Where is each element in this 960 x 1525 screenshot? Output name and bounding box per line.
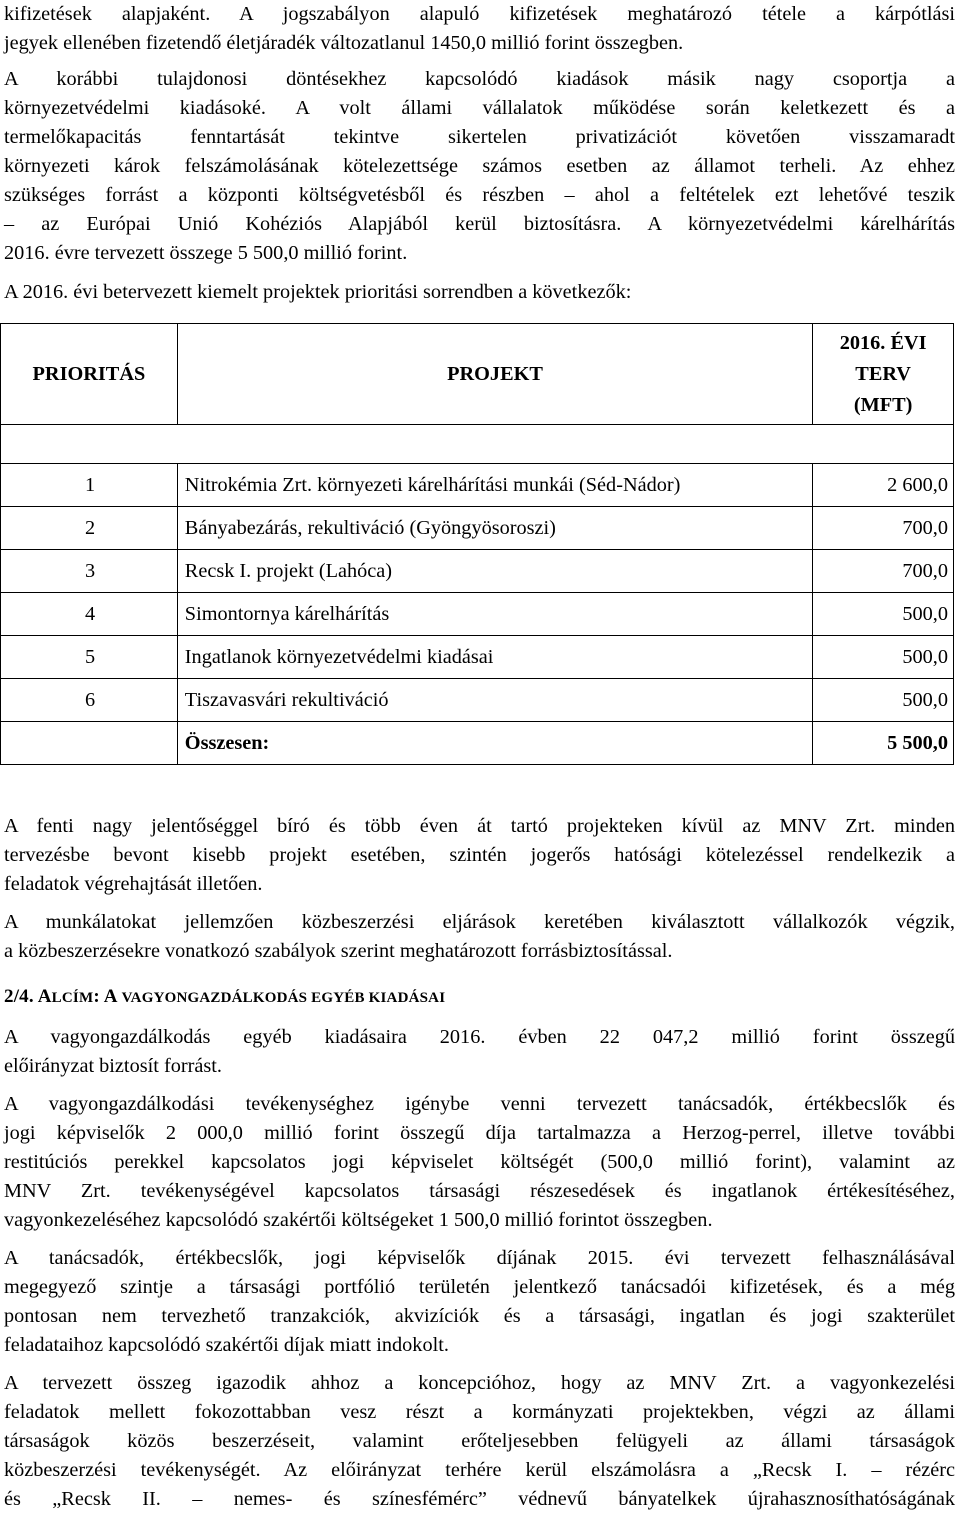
row-plan: 500,0 — [813, 679, 954, 722]
row-plan: 500,0 — [813, 636, 954, 679]
paragraph-7 — [4, 1090, 955, 1235]
header-plan-line-2: TERV — [855, 362, 911, 385]
section-title-d: VAGYONGAZDÁLKODÁS EGYÉB KIADÁSAI — [121, 990, 446, 1006]
section-title-b: LCÍM — [51, 990, 94, 1006]
section-title-a: A — [37, 986, 52, 1007]
paragraph-6-line-2: előirányzat biztosít forrást. — [4, 1055, 222, 1077]
paragraph-7-line-4: MNV Zrt. tevékenységével kapcsolatos társasági részesedések és ingatlanok értékesítéséhez, — [4, 1180, 955, 1202]
paragraph-4-line-1: A fenti nagy jelentőséggel bíró és több éven át tartó projekteken kívül az MNV Zrt. minden — [4, 815, 955, 837]
paragraph-2-line-2: környezetvédelmi kiadásoké. A volt állami vállalatok működése során keletkezett és a — [4, 97, 955, 119]
header-project: PROJEKT — [177, 324, 812, 425]
paragraph-2-line-7: 2016. évre tervezett összege 5 500,0 millió forint. — [4, 242, 408, 264]
paragraph-1-line-2: jegyek ellenében fizetendő életjáradék változatlanul 1450,0 millió forint összegben. — [4, 32, 684, 54]
paragraph-8 — [4, 1244, 955, 1360]
row-project: Nitrokémia Zrt. környezeti kárelhárítási munkái (Séd-Nádor) — [177, 464, 812, 507]
paragraph-2-line-4: környezeti károk felszámolásának kötelezettsége számos esetben az államot terheli. Az ehhez — [4, 155, 955, 177]
document-continuation — [4, 812, 955, 1514]
table-spacer-row — [1, 425, 954, 464]
table-row — [1, 507, 954, 550]
header-plan-line-1: 2016. ÉVI — [839, 331, 927, 354]
row-project: Ingatlanok környezetvédelmi kiadásai — [177, 636, 812, 679]
table-total-row — [1, 722, 954, 765]
paragraph-2-line-1: A korábbi tulajdonosi döntésekhez kapcsolódó kiadások másik nagy csoportja a — [4, 68, 955, 90]
paragraph-5 — [4, 908, 955, 966]
paragraph-6-line-1: A vagyongazdálkodás egyéb kiadásaira 2016. évben 22 047,2 millió forint összegű — [4, 1026, 955, 1048]
table-row — [1, 636, 954, 679]
table-header-row — [1, 324, 954, 425]
paragraph-7-line-1: A vagyongazdálkodási tevékenységhez igénybe venni tervezett tanácsadók, értékbecslők és — [4, 1093, 955, 1115]
header-plan-line-3: (MFT) — [853, 393, 913, 416]
row-priority: 1 — [1, 464, 178, 507]
paragraph-2 — [4, 65, 955, 268]
paragraph-2-line-3: termelőkapacitás fenntartását tekintve sikertelen privatizációt követően visszamaradt — [4, 126, 955, 148]
paragraph-4-line-3: feladatok végrehajtását illetően. — [4, 873, 263, 895]
paragraph-1-line-1: kifizetések alapjaként. A jogszabályon alapuló kifizetések meghatározó tétele a kárpótlási — [4, 3, 955, 25]
row-project: Tiszavasvári rekultiváció — [177, 679, 812, 722]
paragraph-4 — [4, 812, 955, 899]
header-priority: PRIORITÁS — [1, 324, 178, 425]
row-plan: 500,0 — [813, 593, 954, 636]
row-priority: 3 — [1, 550, 178, 593]
paragraph-9-line-1: A tervezett összeg igazodik ahhoz a koncepcióhoz, hogy az MNV Zrt. a vagyonkezelési — [4, 1372, 955, 1394]
paragraph-6 — [4, 1023, 955, 1081]
row-project: Recsk I. projekt (Lahóca) — [177, 550, 812, 593]
paragraph-8-line-4: feladataihoz kapcsolódó szakértői díjak miatt indokolt. — [4, 1334, 449, 1356]
paragraph-8-line-1: A tanácsadók, értékbecslők, jogi képviselők díjának 2015. évi tervezett felhasználásával — [4, 1247, 955, 1269]
paragraph-2-line-5: szükséges forrást a központi költségvetésből és részben – ahol a feltételek ezt lehetővé teszik — [4, 184, 955, 206]
paragraph-5-line-1: A munkálatokat jellemzően közbeszerzési eljárások keretében kiválasztott vállalkozók végzik, — [4, 911, 955, 933]
paragraph-7-line-2: jogi képviselők 2 000,0 millió forint összegű díja tartalmazza a Herzog-perrel, illetve további — [4, 1122, 955, 1144]
paragraph-7-line-5: vagyonkezeléséhez kapcsolódó szakértői költségeket 1 500,0 millió forintot összegben. — [4, 1209, 713, 1231]
paragraph-3: A 2016. évi betervezett kiemelt projektek prioritási sorrendben a következők: — [4, 281, 632, 303]
paragraph-8-line-3: pontosan nem tervezhető tranzakciók, akvizíciók és a társasági, ingatlan és jogi szakterület — [4, 1305, 955, 1327]
paragraph-8-line-2: megegyező szintje a társasági portfólió területén jelentkező tanácsadói kifizetések, és a még — [4, 1276, 955, 1298]
row-plan: 2 600,0 — [813, 464, 954, 507]
priority-projects-table — [0, 323, 954, 765]
row-project: Bányabezárás, rekultiváció (Gyöngyösoroszi) — [177, 507, 812, 550]
paragraph-1 — [4, 0, 955, 58]
row-priority: 4 — [1, 593, 178, 636]
table-row — [1, 593, 954, 636]
header-plan — [813, 324, 954, 425]
table-row — [1, 464, 954, 507]
total-value: 5 500,0 — [813, 722, 954, 765]
paragraph-9-line-4: közbeszerzési tevékenységét. Az előirányzat terhére kerül elszámolásra a „Recsk I. – rézérc — [4, 1459, 955, 1481]
section-title-c: : A — [93, 986, 117, 1007]
paragraph-9-line-3: társaságok közös beszerzéseit, valamint erőteljesebben felügyeli az állami társaságok — [4, 1430, 955, 1452]
row-priority: 6 — [1, 679, 178, 722]
paragraph-9-line-5: és „Recsk II. – nemes- és színesfémérc” védnevű bányatelkek újrahasznosíthatóságának — [4, 1488, 955, 1510]
row-plan: 700,0 — [813, 507, 954, 550]
row-plan: 700,0 — [813, 550, 954, 593]
row-project: Simontornya kárelhárítás — [177, 593, 812, 636]
row-priority: 2 — [1, 507, 178, 550]
document-page — [4, 0, 955, 307]
total-empty-cell — [1, 722, 178, 765]
table-spacer-cell — [1, 425, 954, 464]
table-row — [1, 679, 954, 722]
table-row — [1, 550, 954, 593]
row-priority: 5 — [1, 636, 178, 679]
paragraph-4-line-2: tervezésbe bevont kisebb projekt esetében, szintén jogerős hatósági kötelezéssel rendelkezik a — [4, 844, 955, 866]
total-label: Összesen: — [177, 722, 812, 765]
paragraph-5-line-2: a közbeszerzésekre vonatkozó szabályok szerint meghatározott forrásbiztosítással. — [4, 940, 673, 962]
paragraph-9 — [4, 1369, 955, 1514]
paragraph-2-line-6: – az Európai Unió Kohéziós Alapjából kerül biztosításra. A környezetvédelmi kárelhárítás — [4, 213, 955, 235]
paragraph-7-line-3: restitúciós perekkel kapcsolatos jogi képviselet költségét (500,0 millió forint), valamint az — [4, 1151, 955, 1173]
section-number: 2/4. — [4, 986, 34, 1007]
paragraph-9-line-2: feladatok mellett fokozottabban vesz részt a kormányzati projektekben, végzi az állami — [4, 1401, 955, 1423]
section-heading — [4, 982, 955, 1013]
